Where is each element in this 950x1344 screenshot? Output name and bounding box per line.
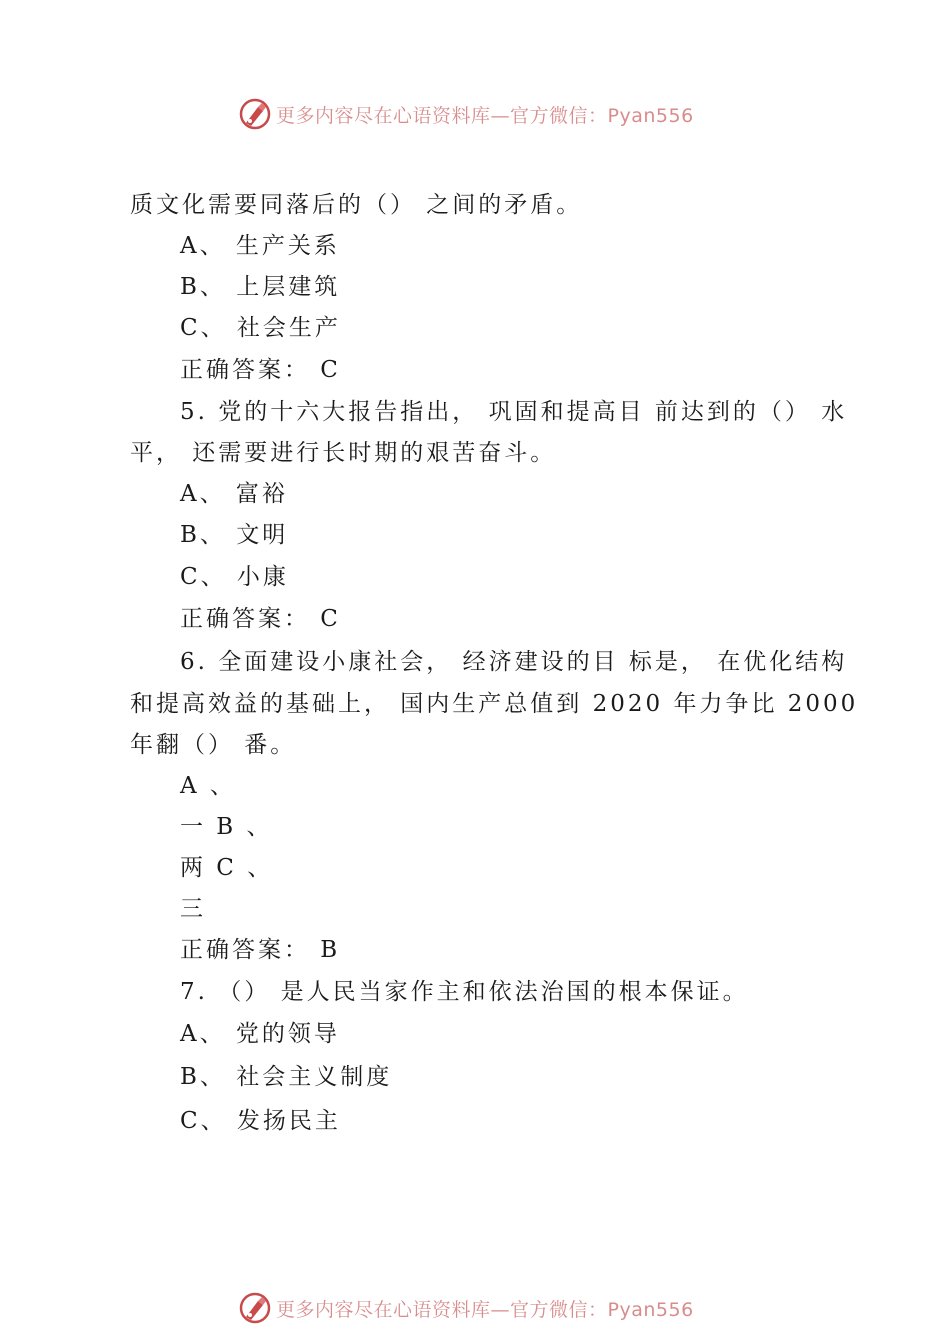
option-line: 三 [180,896,206,922]
option-line: 一 B 、 [180,814,273,840]
option-line: B、 上层建筑 [180,274,341,300]
pen-logo-icon [238,97,272,131]
option-line: C、 小康 [180,564,289,590]
watermark-slogan: 更多内容尽在心语资料库 [276,104,491,127]
option-line: C、 社会生产 [180,315,341,341]
watermark-dash: — [490,104,511,127]
text-line: 平， 还需要进行长时期的艰苦奋斗。 [130,440,557,466]
text-line: 质文化需要同落后的（） 之间的矛盾。 [130,192,583,218]
watermark-wechat-id: Pyan556 [607,104,694,127]
watermark-group [238,1288,694,1328]
answer-line: 正确答案： C [180,357,341,383]
option-line: A、 生产关系 [180,233,340,259]
footer-watermark [0,1288,950,1328]
answer-line: 正确答案： C [180,606,341,632]
watermark-wechat-label: 官方微信： [510,1298,608,1321]
answer-line: 正确答案： B [180,937,341,963]
option-line: 两 C 、 [180,855,274,881]
watermark-dash: — [490,1298,511,1321]
option-line: B、 文明 [180,522,289,548]
pen-logo-icon [238,1291,272,1325]
option-line: A、 党的领导 [180,1021,340,1047]
text-line: 年翻（） 番。 [130,732,297,758]
watermark-wechat-id: Pyan556 [607,1298,694,1321]
question-line: 6. 全面建设小康社会， 经济建设的目 标是， 在优化结构 [180,649,848,675]
option-line: B、 社会主义制度 [180,1064,393,1090]
option-line: C、 发扬民主 [180,1108,341,1134]
text-line: 和提高效益的基础上， 国内生产总值到 2020 年力争比 2000 [130,691,859,717]
watermark-slogan: 更多内容尽在心语资料库 [276,1298,491,1321]
watermark-group [238,94,694,134]
question-line: 7. （） 是人民当家作主和依法治国的根本保证。 [180,979,749,1005]
header-watermark [0,94,950,134]
watermark-text [276,1295,694,1322]
watermark-wechat-label: 官方微信： [510,104,608,127]
option-line: A 、 [180,773,236,799]
question-line: 5. 党的十六大报告指出， 巩固和提高目 前达到的（） 水 [180,399,848,425]
watermark-text [276,101,694,128]
option-line: A、 富裕 [180,481,288,507]
